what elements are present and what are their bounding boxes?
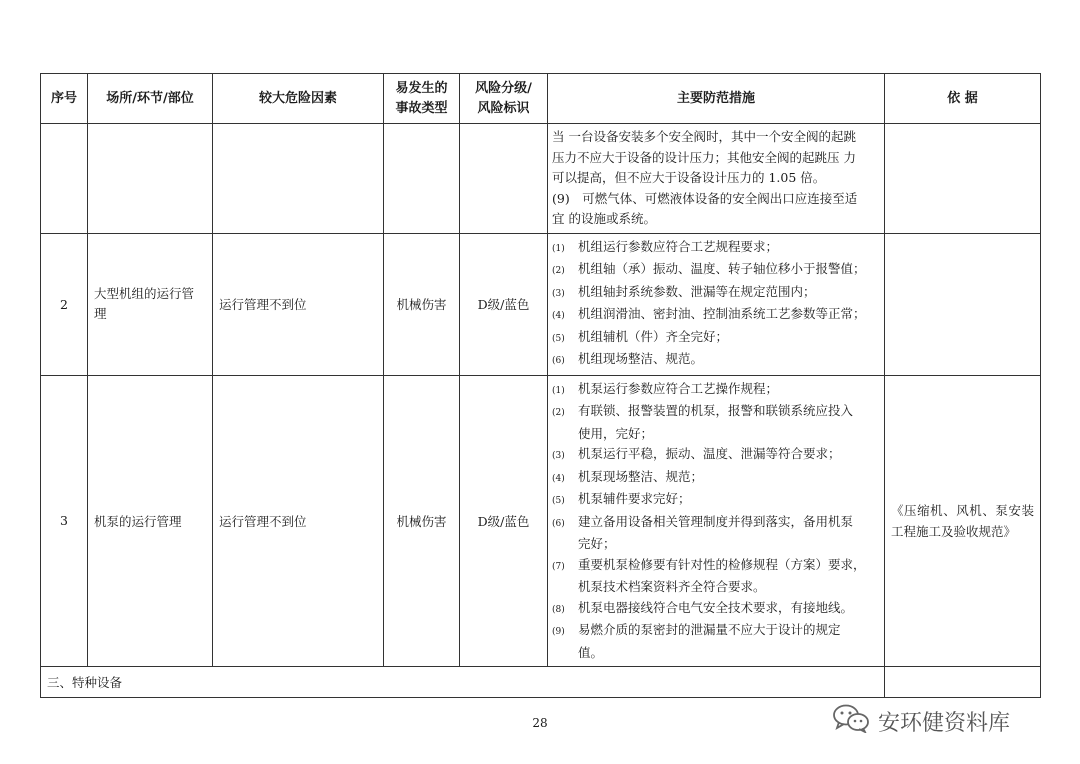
measure-item xyxy=(552,534,880,555)
header-location: 场所/环节/部位 xyxy=(88,74,213,124)
measure-text: 机组现场整洁、规范。 xyxy=(578,351,704,366)
section-title: 三、特种设备 xyxy=(41,667,885,698)
row-accident-type: 机械伤害 xyxy=(384,375,460,667)
measure-text: 机泵电器接线符合电气安全技术要求，有接地线。 xyxy=(578,599,854,615)
measure-number: (7) xyxy=(552,561,565,572)
risk-table xyxy=(40,73,1041,698)
measure-item: (9) 可燃气体、可燃液体设备的安全阀出口应连接至适 xyxy=(552,190,858,206)
measure-number: (3) xyxy=(552,451,565,461)
table-row xyxy=(41,375,1041,667)
measure-item xyxy=(552,620,880,643)
measures-cell xyxy=(548,375,885,667)
measure-text: 建立备用设备相关管理制度并得到落实，备用机泵 xyxy=(578,513,854,529)
measure-number: (5) xyxy=(552,333,565,344)
measure-item: 当 一台设备安装多个安全阀时，其中一个安全阀的起跳 xyxy=(552,129,856,144)
measure-text: 机组轴（承）振动、温度、转子轴位移小于报警值； xyxy=(578,261,866,276)
measure-number: (1) xyxy=(552,243,565,254)
measure-number: (9) xyxy=(552,627,565,637)
row-hazard: 运行管理不到位 xyxy=(213,375,384,667)
header-risk-level: 风险分级/风险标识 xyxy=(460,74,548,124)
measure-item: 宜 的设施或系统。 xyxy=(552,211,656,226)
measure-item xyxy=(552,598,880,621)
table-header-row xyxy=(41,74,1041,124)
measure-number: (8) xyxy=(552,604,565,615)
measure-number: (4) xyxy=(552,311,565,321)
measure-item xyxy=(552,259,880,282)
row-location: 大型机组的运行管理 xyxy=(88,233,213,375)
measure-text: 有联锁、报警装置的机泵，报警和联锁系统应投入 xyxy=(578,403,854,418)
header-measures: 主要防范措施 xyxy=(548,74,885,124)
measure-number: (6) xyxy=(552,356,565,366)
row-risk-level: D级/蓝色 xyxy=(460,233,548,375)
measure-item xyxy=(552,512,880,535)
measure-text: 机泵运行平稳，振动、温度、泄漏等符合要求； xyxy=(578,446,841,461)
measure-text: 机泵技术档案资料齐全符合要求。 xyxy=(578,579,766,594)
measure-number: (5) xyxy=(552,496,565,506)
header-accident-type: 易发生的事故类型 xyxy=(384,74,460,124)
measure-item xyxy=(552,467,880,490)
measure-item: 可以提高，但不应大于设备设计压力的 1.05 倍。 xyxy=(552,170,826,185)
page-number: 28 xyxy=(532,716,548,730)
measure-item xyxy=(552,304,880,327)
measure-text: 机组运行参数应符合工艺规程要求； xyxy=(578,238,779,254)
row-no: 3 xyxy=(41,375,88,667)
section-row xyxy=(41,667,1041,698)
measure-item xyxy=(552,444,880,467)
header-no: 序号 xyxy=(41,74,88,124)
measure-item xyxy=(552,555,880,578)
measure-text: 机泵现场整洁、规范； xyxy=(578,468,704,484)
measure-item xyxy=(552,379,880,402)
measure-text: 机组轴封系统参数、泄漏等在规定范围内； xyxy=(578,283,816,299)
measure-item xyxy=(552,401,880,424)
measure-text: 机泵辅件要求完好； xyxy=(578,491,691,506)
row-accident-type: 机械伤害 xyxy=(384,233,460,375)
measure-item xyxy=(552,349,880,372)
row-basis: 《压缩机、风机、泵安装工程施工及验收规范》 xyxy=(885,375,1041,667)
measures-cell xyxy=(548,124,885,234)
measure-item xyxy=(552,282,880,305)
measure-item: 压力不应大于设备的设计压力；其他安全阀的起跳压 力 xyxy=(552,149,856,165)
measure-text: 机泵运行参数应符合工艺操作规程； xyxy=(578,380,779,396)
measure-text: 机组辅机（件）齐全完好； xyxy=(578,328,729,344)
measure-item xyxy=(552,237,880,260)
measure-text: 易燃介质的泵密封的泄漏量不应大于设计的规定 xyxy=(578,622,841,637)
measure-item xyxy=(552,327,880,350)
measure-text: 完好； xyxy=(578,536,616,551)
row-no: 2 xyxy=(41,233,88,375)
table-row-continuation xyxy=(41,124,1041,234)
header-hazard: 较大危险因素 xyxy=(213,74,384,124)
measure-number: (2) xyxy=(552,266,565,276)
table-row xyxy=(41,233,1041,375)
measure-item xyxy=(552,489,880,512)
row-basis xyxy=(885,233,1041,375)
measure-text: 使用，完好； xyxy=(578,425,654,441)
measure-text: 重要机泵检修要有针对性的检修规程（方案）要求， xyxy=(578,556,866,572)
measure-item xyxy=(552,643,880,664)
row-hazard: 运行管理不到位 xyxy=(213,233,384,375)
measure-number: (3) xyxy=(552,288,565,299)
measure-text: 机组润滑油、密封油、控制油系统工艺参数等正常； xyxy=(578,306,866,321)
measure-item xyxy=(552,424,880,445)
watermark xyxy=(832,703,1010,739)
measure-text: 值。 xyxy=(578,644,604,660)
row-risk-level: D级/蓝色 xyxy=(460,375,548,667)
measure-number: (4) xyxy=(552,473,565,484)
header-basis: 依 据 xyxy=(885,74,1041,124)
wechat-icon xyxy=(832,703,870,739)
row-location: 机泵的运行管理 xyxy=(88,375,213,667)
measure-number: (1) xyxy=(552,385,565,396)
measure-number: (2) xyxy=(552,408,565,418)
measures-cell xyxy=(548,233,885,375)
measure-item xyxy=(552,577,880,598)
watermark-text: 安环健资料库 xyxy=(878,710,1011,736)
measure-number: (6) xyxy=(552,518,565,529)
